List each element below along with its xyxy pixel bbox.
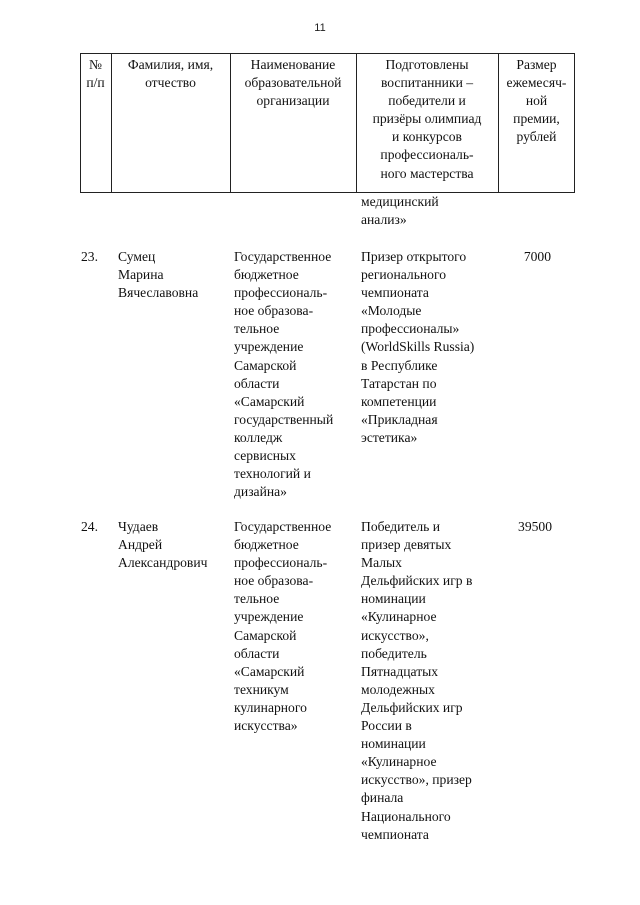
row-prepared: Победитель и призер девятых Малых Дельфийских игр в номинации «Кулинарное искусство», победитель Пятнадцатых молодежных Дельфийских игр России в номинации «Кулинарное искусство», призер финала Национального чемпионата [361,519,473,842]
row-amount: 7000 [523,249,551,264]
header-amount: Размер ежемесяч- ной премии, рублей [506,57,567,145]
row-amount: 39500 [518,519,552,534]
row-prepared: Призер открытого регионального чемпионата «Молодые профессионалы» (WorldSkills Russia) в Республике Татарстан по компетенции «Прикладная эстетика» [361,249,475,445]
header-org: Наименование образовательной организации [244,57,342,109]
header-prepared: Подготовлены воспитанники – победители и призёры олимпиад и конкурсов профессиональ- ного мастерства [372,57,482,181]
header-num: № п/п [86,57,105,91]
row-num: 23. [81,249,98,264]
row-name: Сумец Марина Вячеславовна [118,249,199,301]
row-num: 24. [81,519,98,534]
row-name: Чудаев Андрей Александрович [118,519,208,571]
continuation-text: медицинский анализ» [361,194,439,228]
page-number: 11 [314,22,326,34]
row-org: Государственное бюджетное профессиональ- ное образова- тельное учреждение Самарской области «Самарский техникум кулинарного искусства» [234,519,332,734]
row-org: Государственное бюджетное профессиональ- ное образова- тельное учреждение Самарской области «Самарский государственный колледж сервисных технологий и дизайна» [234,249,334,500]
header-name: Фамилия, имя, отчество [127,57,214,91]
